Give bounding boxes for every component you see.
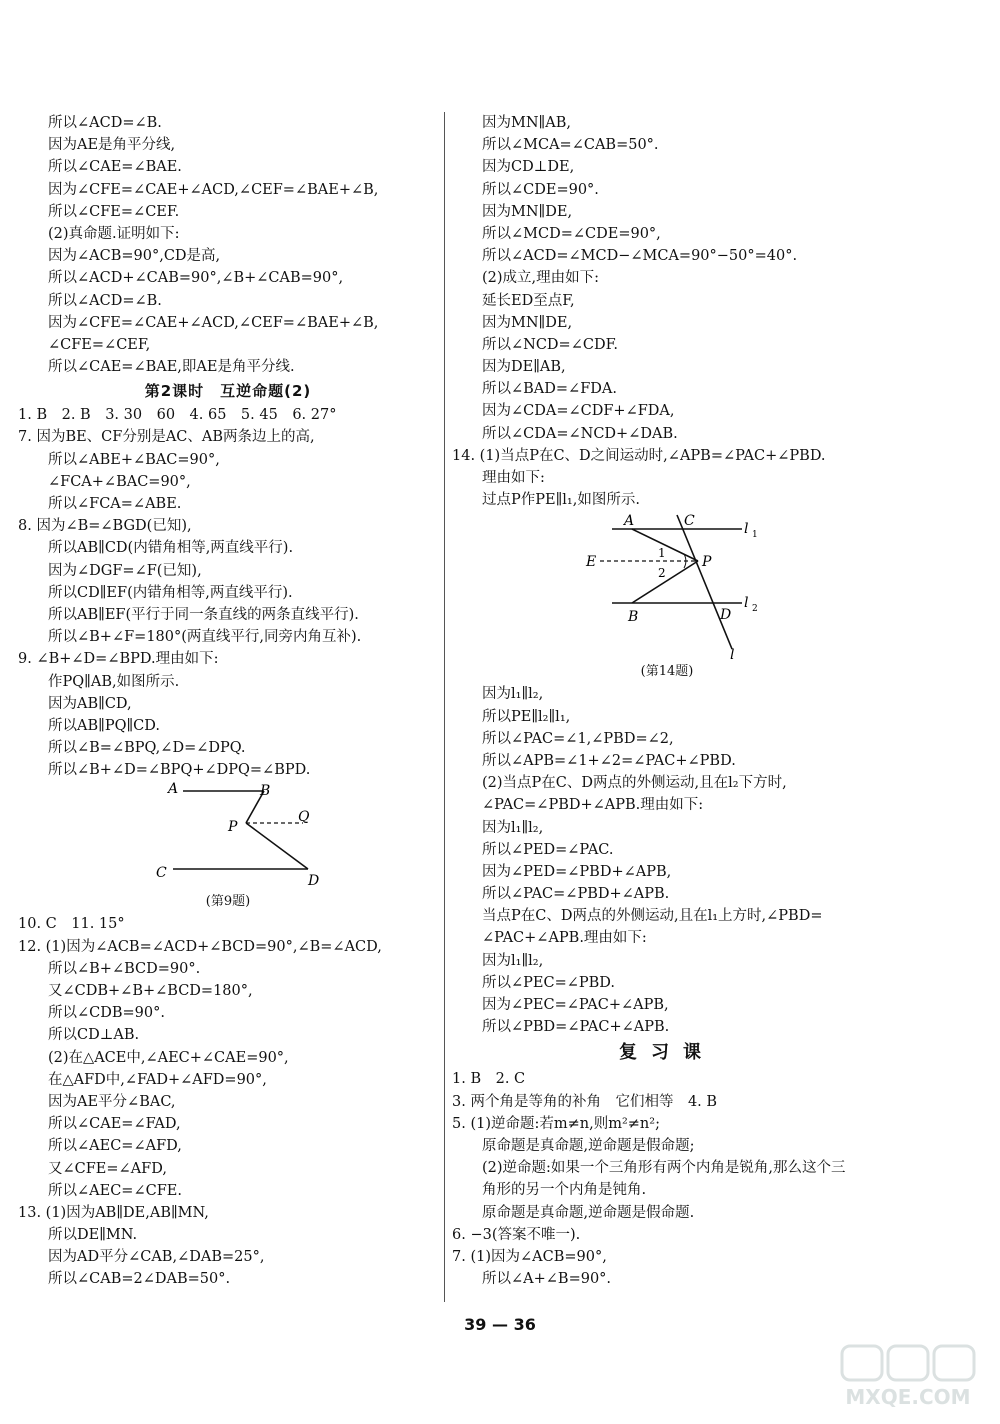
text-line: 因为l₁∥l₂, — [482, 952, 544, 969]
text-line: 理由如下: — [482, 470, 545, 486]
text-line: 因为AD平分∠CAB,∠DAB=25°, — [48, 1249, 265, 1266]
text-line: 作PQ∥AB,如图所示. — [48, 673, 180, 690]
text-line: 所以∠PAC=∠1,∠PBD=∠2, — [482, 730, 674, 747]
text-line: 所以∠PED=∠PAC. — [482, 841, 614, 858]
label-a: A — [168, 781, 179, 798]
text-line: 所以∠CAE=∠FAD, — [48, 1116, 181, 1133]
text-line: 所以∠MCA=∠CAB=50°. — [482, 137, 659, 154]
label-p: P — [702, 554, 712, 571]
text-line: 12. (1)因为∠ACB=∠ACD+∠BCD=90°,∠B=∠ACD, — [18, 938, 382, 955]
text-line: 所以DE∥MN. — [48, 1227, 138, 1244]
text-line: 角形的另一个内角是钝角. — [482, 1182, 647, 1199]
figure-9-caption: (第9题) — [205, 894, 251, 910]
figure-14 — [452, 511, 882, 683]
text-line: 因为MN∥DE, — [482, 314, 573, 331]
text-line: 又∠CFE=∠AFD, — [48, 1160, 167, 1177]
text-line: 所以∠BAD=∠FDA. — [482, 381, 617, 398]
text-line: 所以∠CDA=∠NCD+∠DAB. — [482, 425, 678, 442]
text-line: 所以∠CAE=∠BAE. — [48, 159, 182, 176]
text-line: 8. 因为∠B=∠BGD(已知), — [18, 518, 192, 535]
label-a: A — [624, 513, 635, 530]
text-line: 1. B 2. C — [452, 1071, 526, 1088]
line-l3 — [677, 515, 732, 649]
label-p: P — [228, 819, 238, 836]
text-line: 因为l₁∥l₂, — [482, 819, 544, 836]
text-line: 因为AE平分∠BAC, — [48, 1093, 176, 1110]
figure-14-caption: (第14题) — [640, 664, 694, 680]
text-line: 所以AB∥CD(内错角相等,两直线平行). — [48, 540, 294, 557]
label-l2-sub: 2 — [752, 604, 758, 615]
label-q: Q — [298, 809, 310, 826]
text-line: 5. (1)逆命题:若m≠n,则m²≠n²; — [452, 1115, 660, 1132]
text-line: 又∠CDB+∠B+∠BCD=180°, — [48, 983, 253, 999]
section-heading: 复习课 — [619, 1042, 715, 1064]
text-line: 所以∠MCD=∠CDE=90°, — [482, 225, 661, 242]
text-line: 因为∠CDA=∠CDF+∠FDA, — [482, 403, 675, 420]
figure-9-diagram — [18, 781, 438, 893]
figure-14-diagram — [452, 511, 882, 663]
text-line: 所以∠AEC=∠AFD, — [48, 1138, 182, 1155]
text-line: 所以∠CAE=∠BAE,即AE是角平分线. — [48, 359, 295, 376]
column-divider — [444, 112, 445, 1302]
text-line: 13. (1)因为AB∥DE,AB∥MN, — [18, 1204, 209, 1221]
text-line: 所以∠PEC=∠PBD. — [482, 974, 616, 991]
text-line: 因为∠PEC=∠PAC+∠APB, — [482, 997, 669, 1013]
text-line: 所以∠PBD=∠PAC+∠APB. — [482, 1019, 670, 1036]
text-line: 因为∠CFE=∠CAE+∠ACD,∠CEF=∠BAE+∠B, — [48, 314, 379, 331]
text-line: 因为DE∥AB, — [482, 359, 566, 376]
text-line: 所以∠APB=∠1+∠2=∠PAC+∠PBD. — [482, 752, 736, 769]
text-line: 因为MN∥AB, — [482, 115, 571, 131]
label-d: D — [720, 607, 732, 624]
left-column — [18, 112, 438, 1291]
label-l3: l — [730, 647, 735, 664]
text-line: (2)在△ACE中,∠AEC+∠CAE=90°, — [48, 1049, 289, 1066]
text-line: 所以∠AEC=∠CFE. — [48, 1182, 182, 1199]
label-d: D — [308, 873, 320, 890]
text-line: (2)成立,理由如下: — [482, 270, 600, 287]
text-line: 所以∠ACD=∠MCD−∠MCA=90°−50°=40°. — [482, 248, 798, 265]
text-line: ∠PAC+∠APB.理由如下: — [482, 930, 647, 947]
label-b: B — [260, 783, 271, 800]
right-column — [452, 112, 882, 1290]
text-line: 因为MN∥DE, — [482, 203, 573, 220]
text-line: 所以∠FCA=∠ABE. — [48, 496, 182, 512]
text-line: 过点P作PE∥l₁,如图所示. — [482, 492, 640, 509]
text-line: 14. (1)当点P在C、D之间运动时,∠APB=∠PAC+∠PBD. — [452, 447, 826, 464]
text-line: 因为CD⊥DE, — [482, 159, 575, 176]
text-line: 所以∠CAB=2∠DAB=50°. — [48, 1271, 231, 1288]
text-line: 所以∠CDE=90°. — [482, 181, 599, 198]
text-line: 因为AB∥CD, — [48, 695, 132, 712]
text-line: 所以∠CFE=∠CEF. — [48, 203, 180, 220]
text-line: 所以∠B+∠D=∠BPQ+∠DPQ=∠BPD. — [48, 762, 311, 779]
text-line: 所以∠B+∠BCD=90°. — [48, 960, 201, 977]
text-line: 原命题是真命题,逆命题是假命题. — [482, 1204, 695, 1221]
text-line: 因为l₁∥l₂, — [482, 686, 544, 703]
text-line: 所以∠ACD=∠B. — [48, 115, 162, 131]
text-line: 7. 因为BE、CF分别是AC、AB两条边上的高, — [18, 429, 315, 446]
label-b: B — [628, 609, 639, 626]
text-line: ∠CFE=∠CEF, — [48, 336, 151, 353]
text-line: ∠FCA+∠BAC=90°, — [48, 473, 191, 490]
watermark-text: MXQE.COM — [845, 1385, 971, 1409]
text-line: 所以∠B+∠F=180°(两直线平行,同旁内角互补). — [48, 629, 362, 646]
label-l1-sub: 1 — [752, 530, 758, 541]
text-line: 所以∠B=∠BPQ,∠D=∠DPQ. — [48, 740, 246, 757]
text-line: 原命题是真命题,逆命题是假命题; — [482, 1137, 695, 1154]
text-line: 9. ∠B+∠D=∠BPD.理由如下: — [18, 651, 219, 668]
text-line: 3. 两个角是等角的补角 它们相等 4. B — [452, 1093, 718, 1110]
text-line: 因为∠CFE=∠CAE+∠ACD,∠CEF=∠BAE+∠B, — [48, 181, 379, 198]
text-line: ∠PAC=∠PBD+∠APB.理由如下: — [482, 797, 704, 814]
text-line: 因为∠PED=∠PBD+∠APB, — [482, 863, 672, 880]
text-line: 所以∠ABE+∠BAC=90°, — [48, 451, 220, 468]
text-line: (2)真命题.证明如下: — [48, 225, 180, 242]
text-line: 延长ED至点F, — [482, 292, 575, 309]
text-line: 所以CD⊥AB. — [48, 1027, 140, 1044]
section-heading: 第2课时 互逆命题(2) — [144, 382, 312, 401]
text-line: 在△AFD中,∠FAD+∠AFD=90°, — [48, 1071, 267, 1088]
text-line: 因为∠DGF=∠F(已知), — [48, 562, 202, 579]
text-line: 所以CD∥EF(内错角相等,两直线平行). — [48, 584, 293, 601]
text-line: (2)当点P在C、D两点的外侧运动,且在l₂下方时, — [482, 775, 787, 792]
text-line: 所以∠A+∠B=90°. — [482, 1271, 612, 1288]
figure-9 — [18, 781, 438, 913]
label-c: C — [684, 513, 695, 530]
text-line: 所以∠ACD+∠CAB=90°,∠B+∠CAB=90°, — [48, 270, 344, 287]
label-angle-2: 2 — [658, 566, 666, 581]
label-e: E — [586, 554, 597, 571]
text-line: 因为∠ACB=90°,CD是高, — [48, 248, 221, 265]
text-line: 当点P在C、D两点的外侧运动,且在l₁上方时,∠PBD= — [482, 908, 823, 925]
text-line: 所以∠CDB=90°. — [48, 1005, 165, 1022]
page-number: 39 — 36 — [464, 1315, 536, 1334]
text-line: 所以∠NCD=∠CDF. — [482, 336, 618, 353]
text-line: 所以AB∥EF(平行于同一条直线的两条直线平行). — [48, 606, 359, 623]
label-angle-1: 1 — [658, 546, 666, 561]
text-line: 所以∠ACD=∠B. — [48, 292, 162, 309]
text-line: (2)逆命题:如果一个三角形有两个内角是锐角,那么这个三 — [482, 1160, 846, 1177]
text-line: 7. (1)因为∠ACB=90°, — [452, 1248, 607, 1265]
watermark-logo — [838, 1342, 978, 1412]
label-c: C — [156, 865, 167, 882]
text-line: 1. B 2. B 3. 30 60 4. 65 5. 45 6. 27° — [18, 407, 337, 424]
text-line: 所以AB∥PQ∥CD. — [48, 717, 160, 734]
label-l1: l — [744, 521, 749, 538]
text-line: 所以∠PAC=∠PBD+∠APB. — [482, 886, 670, 903]
text-line: 所以PE∥l₂∥l₁, — [482, 708, 571, 725]
line-pd — [246, 823, 308, 869]
text-line: 10. C 11. 15° — [18, 916, 125, 933]
text-line: 6. −3(答案不唯一). — [452, 1226, 581, 1243]
label-l2: l — [744, 595, 749, 612]
text-line: 因为AE是角平分线, — [48, 137, 176, 154]
